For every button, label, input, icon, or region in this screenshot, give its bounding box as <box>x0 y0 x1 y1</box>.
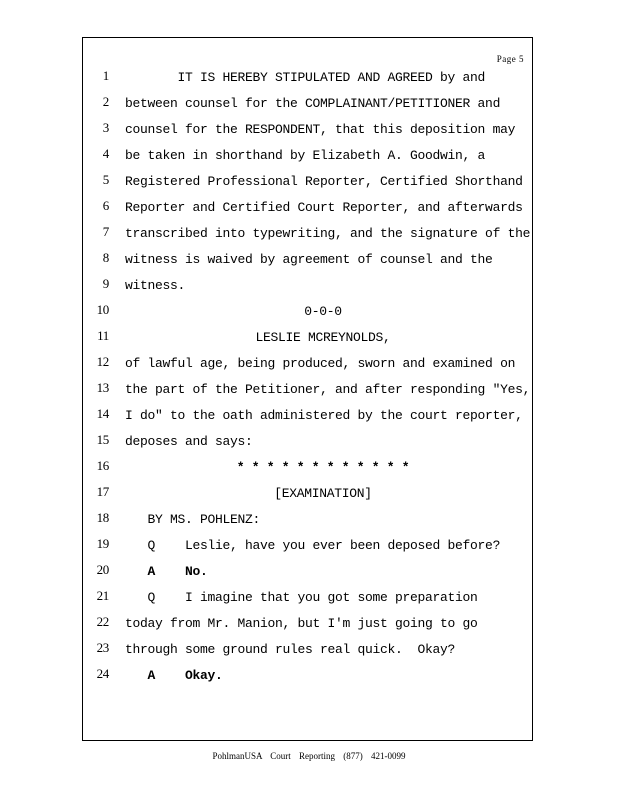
line-text: through some ground rules real quick. Okay? <box>125 642 456 657</box>
line-text: I do" to the oath administered by the court reporter, <box>125 408 523 423</box>
line-number: 14 <box>96 406 109 421</box>
line-number: 19 <box>96 536 109 551</box>
line-number: 12 <box>96 354 109 369</box>
transcript-line <box>83 328 533 354</box>
line-text: IT IS HEREBY STIPULATED AND AGREED by and <box>125 70 486 85</box>
line-number: 3 <box>102 120 109 135</box>
line-number: 5 <box>102 172 109 187</box>
line-number: 16 <box>96 458 109 473</box>
transcript-line <box>83 432 533 458</box>
line-text: 0-0-0 <box>304 304 342 319</box>
line-text: LESLIE MCREYNOLDS, <box>255 330 391 345</box>
line-text: today from Mr. Manion, but I'm just going to go <box>125 616 478 631</box>
line-text: the part of the Petitioner, and after responding "Yes, <box>125 382 531 397</box>
transcript-line <box>83 250 533 276</box>
transcript-line <box>83 276 533 302</box>
line-text: be taken in shorthand by Elizabeth A. Goodwin, a <box>125 148 486 163</box>
transcript-line <box>83 640 533 666</box>
line-number: 23 <box>96 640 109 655</box>
line-text: of lawful age, being produced, sworn and examined on <box>125 356 516 371</box>
transcript-line <box>83 510 533 536</box>
transcript-line <box>83 406 533 432</box>
line-number: 10 <box>96 302 109 317</box>
line-number: 8 <box>102 250 109 265</box>
line-text: A Okay. <box>125 668 223 683</box>
line-number: 18 <box>96 510 109 525</box>
transcript-line <box>83 302 533 328</box>
line-number: 6 <box>102 198 109 213</box>
line-number: 1 <box>102 68 109 83</box>
line-number: 24 <box>96 666 109 681</box>
line-number: 15 <box>96 432 109 447</box>
line-number: 2 <box>102 94 109 109</box>
line-number: 22 <box>96 614 109 629</box>
line-text: Q I imagine that you got some preparation <box>125 590 478 605</box>
transcript-line <box>83 354 533 380</box>
line-text: Q Leslie, have you ever been deposed before? <box>125 538 501 553</box>
line-text: witness is waived by agreement of counsel and the <box>125 252 493 267</box>
line-number: 21 <box>96 588 109 603</box>
line-text: between counsel for the COMPLAINANT/PETITIONER and <box>125 96 501 111</box>
line-text: transcribed into typewriting, and the signature of the <box>125 226 531 241</box>
transcript-line <box>83 224 533 250</box>
transcript-line <box>83 588 533 614</box>
transcript-line <box>83 458 533 484</box>
line-text: witness. <box>125 278 186 293</box>
transcript-line <box>83 562 533 588</box>
transcript-line <box>83 120 533 146</box>
line-text: Reporter and Certified Court Reporter, and afterwards <box>125 200 523 215</box>
transcript-line <box>83 614 533 640</box>
line-number: 13 <box>96 380 109 395</box>
line-number: 7 <box>102 224 109 239</box>
transcript-line <box>83 666 533 692</box>
line-text: counsel for the RESPONDENT, that this deposition may <box>125 122 516 137</box>
line-text: A No. <box>125 564 208 579</box>
line-text: Registered Professional Reporter, Certified Shorthand <box>125 174 523 189</box>
transcript-line <box>83 198 533 224</box>
transcript-line <box>83 68 533 94</box>
transcript-line <box>83 380 533 406</box>
transcript-line <box>83 172 533 198</box>
line-text: * * * * * * * * * * * * <box>236 460 410 475</box>
transcript-line <box>83 484 533 510</box>
line-number: 17 <box>96 484 109 499</box>
transcript-line <box>83 94 533 120</box>
transcript-line <box>83 146 533 172</box>
line-text: deposes and says: <box>125 434 253 449</box>
page-number: Page 5 <box>496 54 524 64</box>
transcript-page <box>82 37 533 741</box>
line-text: BY MS. POHLENZ: <box>125 512 261 527</box>
line-number: 9 <box>102 276 109 291</box>
line-number: 4 <box>102 146 109 161</box>
line-number: 20 <box>96 562 109 577</box>
line-text: [EXAMINATION] <box>274 486 372 501</box>
line-number: 11 <box>97 328 109 343</box>
transcript-line <box>83 536 533 562</box>
page-footer: PohlmanUSA Court Reporting (877) 421-0099 <box>212 751 406 761</box>
